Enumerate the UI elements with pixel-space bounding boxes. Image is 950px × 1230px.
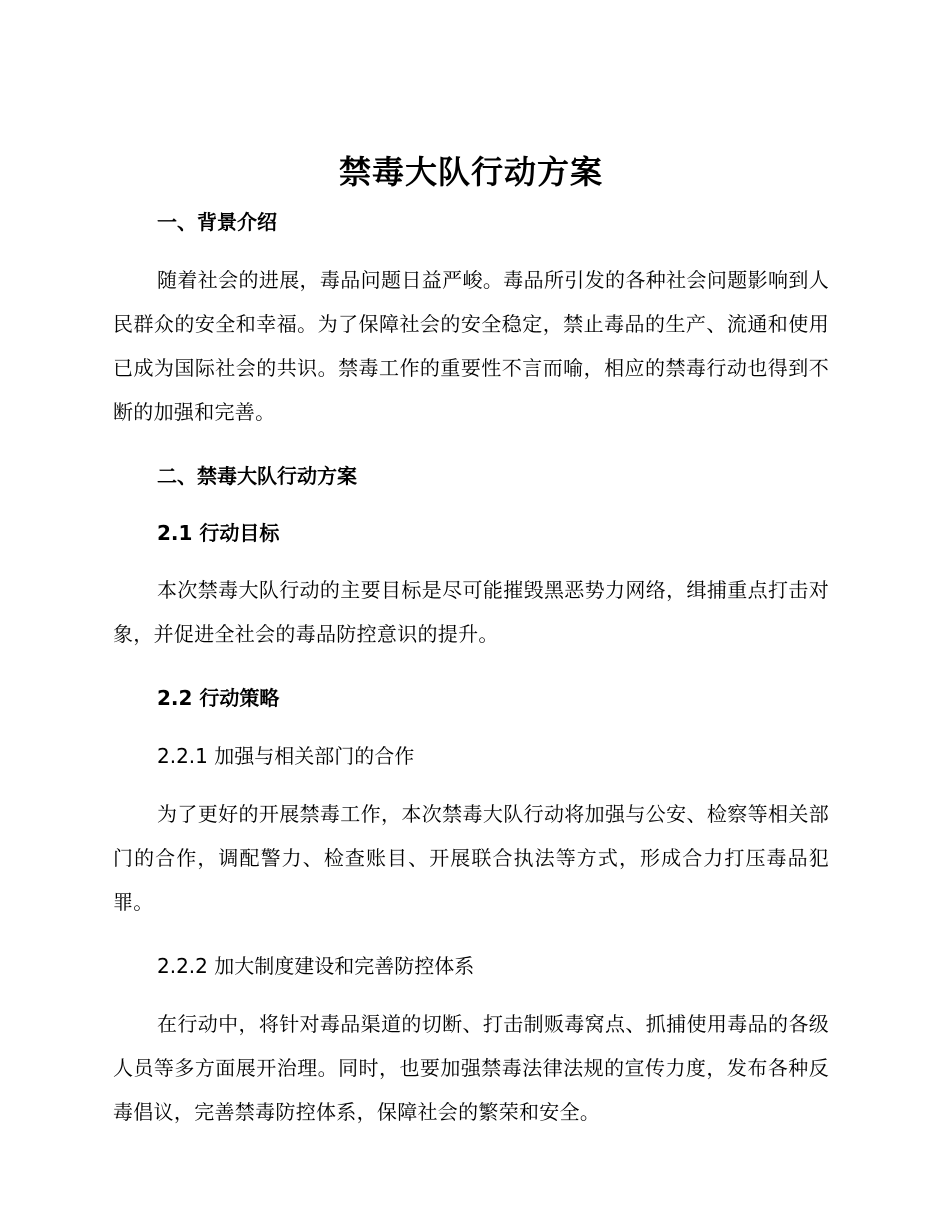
paragraph-background: 随着社会的进展，毒品问题日益严峻。毒品所引发的各种社会问题影响到人民群众的安全和幸福。为了保障社会的安全稳定，禁止毒品的生产、流通和使用已成为国际社会的共识。禁毒工作的重要性不言而喻，相应的禁毒行动也得到不断的加强和完善。 — [113, 268, 829, 424]
document-page — [113, 148, 829, 1134]
paragraph-system-building: 在行动中，将针对毒品渠道的切断、打击制贩毒窝点、抓捕使用毒品的各级人员等多方面展开治理。同时，也要加强禁毒法律法规的宣传力度，发布各种反毒倡议，完善禁毒防控体系，保障社会的繁荣和安全。 — [113, 1012, 829, 1124]
document-title: 禁毒大队行动方案 — [338, 153, 603, 191]
subsection-heading-strategy: 2.2 行动策略 — [157, 686, 280, 710]
item-heading-cooperation: 2.2.1 加强与相关部门的合作 — [157, 744, 415, 768]
subsection-heading-goals: 2.1 行动目标 — [157, 521, 280, 545]
paragraph-cooperation: 为了更好的开展禁毒工作，本次禁毒大队行动将加强与公安、检察等相关部门的合作，调配警力、检查账目、开展联合执法等方式，形成合力打压毒品犯罪。 — [113, 802, 829, 914]
paragraph-goals: 本次禁毒大队行动的主要目标是尽可能摧毁黑恶势力网络，缉捕重点打击对象，并促进全社会的毒品防控意识的提升。 — [113, 578, 829, 646]
section-heading-background: 一、背景介绍 — [157, 210, 277, 234]
section-heading-action-plan: 二、禁毒大队行动方案 — [157, 464, 357, 488]
item-heading-system-building: 2.2.2 加大制度建设和完善防控体系 — [157, 954, 475, 978]
